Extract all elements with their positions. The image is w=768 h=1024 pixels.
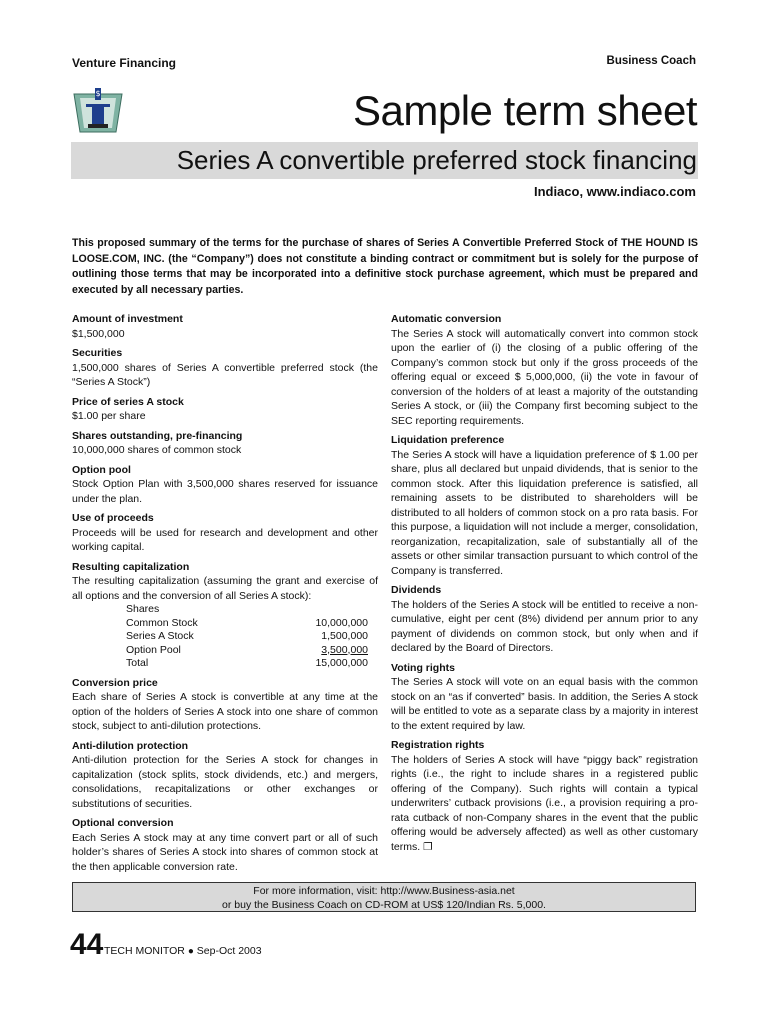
page-subtitle: Series A convertible preferred stock financing xyxy=(176,145,697,175)
section-label: Venture Financing xyxy=(72,56,177,70)
term-heading: Automatic conversion xyxy=(391,313,502,325)
business-coach-logo xyxy=(72,86,124,138)
term-optional-conversion xyxy=(72,816,378,874)
table-row xyxy=(126,630,368,644)
term-heading: Dividends xyxy=(391,584,442,596)
table-row xyxy=(126,644,368,658)
term-use-of-proceeds xyxy=(72,511,378,555)
issue-date: Sep-Oct 2003 xyxy=(196,945,262,957)
term-anti-dilution xyxy=(72,739,378,812)
svg-text:$: $ xyxy=(95,89,101,98)
page-meta xyxy=(104,945,262,957)
right-column xyxy=(391,312,698,859)
publication-name: TECH MONITOR xyxy=(104,945,185,957)
term-body: 1,500,000 shares of Series A convertible preferred stock (the “Series A Stock”) xyxy=(72,361,378,388)
term-securities xyxy=(72,346,378,390)
table-cell: Total xyxy=(126,657,149,669)
term-body: $1,500,000 xyxy=(72,327,125,340)
term-option-pool xyxy=(72,463,378,507)
footer-line: or buy the Business Coach on CD-ROM at US$ 120/Indian Rs. 5,000. xyxy=(222,899,546,911)
term-heading: Liquidation preference xyxy=(391,434,505,446)
capitalization-table xyxy=(126,603,368,671)
term-body: The Series A stock will automatically convert into common stock upon the earlier of (i) the closing of a public offering of the Company’s common stock but only if the gross proceeds of the offering equal or exceed $ 5,000,000, (ii) the vote in favour of conversion of the holders of at least a majority of the outstanding Series A stock, or (iii) the Company first becoming subject to the SEC reporting requirements. xyxy=(391,327,698,427)
term-heading: Registration rights xyxy=(391,739,485,751)
table-cell: 10,000,000 xyxy=(315,616,368,629)
term-body: The Series A stock will have a liquidation preference of $ 1.00 per share, plus all declared but unpaid dividends, that is senior to the common stock. After this liquidation preference is satisfied, all remaining assets to be distributed to shareholders will be distributed to all holders of common stock on a pro rata basis. For this purpose, a liquidation will not include a merger, consolidation, reorganization, recapitalization, sale of substantially all of the assets or other similar transaction pursuant to which control of the Company is transferred. xyxy=(391,448,698,577)
term-body: $1.00 per share xyxy=(72,410,146,422)
table-cell: 15,000,000 xyxy=(315,657,368,669)
page-number: 44 xyxy=(70,928,104,961)
term-amount-of-investment xyxy=(72,312,378,341)
term-automatic-conversion xyxy=(391,312,698,428)
term-liquidation-preference xyxy=(391,433,698,578)
table-cell-value: 3,500,000 xyxy=(321,643,368,656)
intro-paragraph: This proposed summary of the terms for the purchase of shares of Series A Convertible Preferred Stock of THE HOUND IS LOOSE.COM, INC. (the “Company”) does not constitute a binding contract or commitment but is solely for the purpose of outlining those terms that may be incorporated into a definitive stock purchase agreement, which must be prepared and executed by all necessary parties. xyxy=(72,237,698,296)
term-body: The holders of the Series A stock will be entitled to receive a non-cumulative, eight per cent (8%) dividend per annum prior to any payment of dividends on common stock, but only when and if declared by the Board of Directors. xyxy=(391,598,698,654)
term-body: 10,000,000 shares of common stock xyxy=(72,444,242,456)
footer-info-box xyxy=(72,882,696,912)
term-heading: Shares outstanding, pre-financing xyxy=(72,429,243,442)
table-cell: 1,500,000 xyxy=(321,630,368,642)
table-row xyxy=(126,603,368,617)
table-cell: Common Stock xyxy=(126,616,198,629)
source-credit: Indiaco, www.indiaco.com xyxy=(533,184,696,199)
term-body: The holders of Series A stock will have “piggy back” registration rights (i.e., the right to include shares in a registered public offering of the Company). Such rights will contain a typical underwriters’ cutback provisions (i.e., a provision requiring a pro-rata cutback of non-Company shares in the event that the public offering would be adversely affected) as well as other customary terms. ❐ xyxy=(391,753,698,853)
table-row xyxy=(126,657,368,671)
term-heading: Optional conversion xyxy=(72,817,174,829)
term-body: Proceeds will be used for research and development and other working capital. xyxy=(72,526,378,553)
term-heading: Use of proceeds xyxy=(72,512,154,524)
table-cell: Series A Stock xyxy=(126,630,194,642)
table-header-cell: Shares xyxy=(126,603,160,615)
term-resulting-capitalization xyxy=(72,560,378,671)
term-body: Each Series A stock may at any time convert part or all of such holder’s shares of Series A stock into shares of common stock at the then applicable conversion rate. xyxy=(72,831,378,873)
term-heading: Resulting capitalization xyxy=(72,560,190,573)
term-price xyxy=(72,395,378,424)
bullet-icon: ● xyxy=(187,946,194,957)
term-heading: Conversion price xyxy=(72,676,158,689)
term-voting-rights xyxy=(391,661,698,734)
footer-line: For more information, visit: http://www.Business-asia.net xyxy=(253,885,515,897)
term-dividends xyxy=(391,583,698,656)
column-label: Business Coach xyxy=(606,55,696,67)
term-heading: Amount of investment xyxy=(72,313,183,325)
term-heading: Price of series A stock xyxy=(72,395,184,408)
term-shares-outstanding xyxy=(72,429,378,458)
term-body: Each share of Series A stock is convertible at any time at the option of the holders of Series A stock into one share of common stock, subject to anti-dilution protections. xyxy=(72,691,378,732)
term-conversion-price xyxy=(72,676,378,734)
left-column xyxy=(72,312,378,879)
page-title: Sample term sheet xyxy=(353,87,697,134)
term-body: Stock Option Plan with 3,500,000 shares reserved for issuance under the plan. xyxy=(72,478,378,505)
table-cell xyxy=(226,644,368,658)
table-cell: Option Pool xyxy=(126,643,181,656)
term-heading: Anti-dilution protection xyxy=(72,739,189,752)
term-body: Anti-dilution protection for the Series A stock for changes in capitalization (stock splits, stock dividends, etc.) and mergers, consolidations, recapitalizations or other exchanges or substitutions of securities. xyxy=(72,754,378,810)
table-row xyxy=(126,617,368,631)
term-body: The resulting capitalization (assuming the grant and exercise of all options and the conversion of all Series A stock): xyxy=(72,575,378,602)
term-heading: Voting rights xyxy=(391,661,455,674)
term-heading: Securities xyxy=(72,347,123,359)
term-heading: Option pool xyxy=(72,463,131,476)
term-registration-rights xyxy=(391,738,698,854)
term-body: The Series A stock will vote on an equal basis with the common stock on an “as if converted” basis. In addition, the Series A stock will be entitled to vote as a separate class by a majority in interest to the extent required by law. xyxy=(391,676,698,732)
